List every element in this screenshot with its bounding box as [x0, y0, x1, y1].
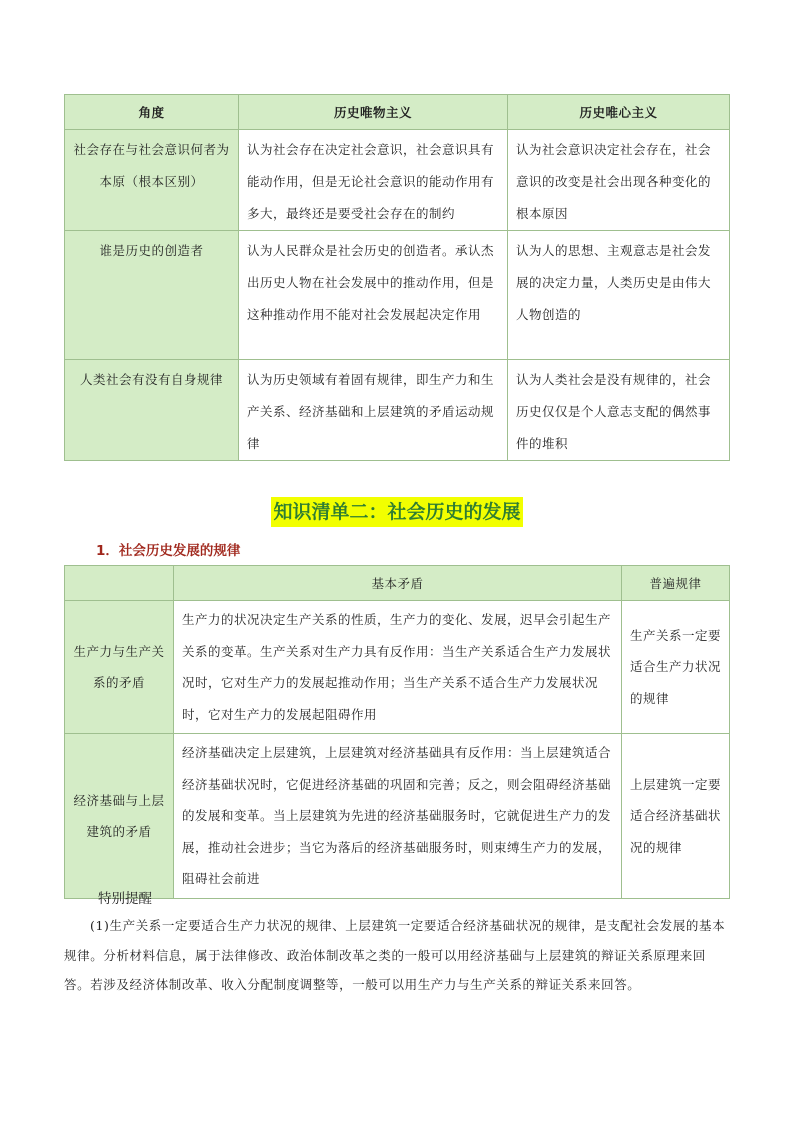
row-contradiction-name: 经济基础与上层建筑的矛盾	[65, 734, 174, 899]
table-header-row	[65, 566, 730, 601]
table-row	[65, 130, 730, 231]
row-materialism: 认为人民群众是社会历史的创造者。承认杰出历史人物在社会发展中的推动作用，但是这种推动作用不能对社会发展起决定作用	[239, 231, 508, 360]
table-row	[65, 231, 730, 360]
header-basic-contradiction: 基本矛盾	[174, 566, 622, 601]
row-contradiction-name: 生产力与生产关系的矛盾	[65, 601, 174, 734]
row-law: 上层建筑一定要适合经济基础状况的规律	[622, 734, 730, 899]
row-idealism: 认为社会意识决定社会存在，社会意识的改变是社会出现各种变化的根本原因	[508, 130, 730, 231]
header-blank	[65, 566, 174, 601]
header-angle: 角度	[65, 95, 239, 130]
row-materialism: 认为社会存在决定社会意识，社会意识具有能动作用，但是无论社会意识的能动作用有多大，最终还是要受社会存在的制约	[239, 130, 508, 231]
row-contradiction-content: 生产力的状况决定生产关系的性质，生产力的变化、发展，迟早会引起生产关系的变革。生产关系对生产力具有反作用：当生产关系适合生产力发展状况时，它对生产力的发展起推动作用；当生产关系不适合生产力发展状况时，它对生产力的发展起阻碍作用	[174, 601, 622, 734]
header-materialism: 历史唯物主义	[239, 95, 508, 130]
note-title: 特别提醒	[98, 891, 152, 907]
section-title-wrap	[0, 497, 794, 527]
row-angle: 人类社会有没有自身规律	[65, 360, 239, 461]
table-header-row	[65, 95, 730, 130]
header-idealism: 历史唯心主义	[508, 95, 730, 130]
note-body: (1)生产关系一定要适合生产力状况的规律、上层建筑一定要适合经济基础状况的规律，是支配社会发展的基本规律。分析材料信息，属于法律修改、政治体制改革之类的一般可以用经济基础与上层建筑的辩证关系原理来回答。若涉及经济体制改革、收入分配制度调整等，一般可以用生产力与生产关系的辩证关系来回答。	[64, 918, 726, 992]
header-universal-law: 普遍规律	[622, 566, 730, 601]
section-title: 知识清单二：社会历史的发展	[271, 497, 522, 527]
row-contradiction-content: 经济基础决定上层建筑，上层建筑对经济基础具有反作用：当上层建筑适合经济基础状况时，它促进经济基础的巩固和完善；反之，则会阻碍经济基础的发展和变革。当上层建筑为先进的经济基础服务时，它就促进生产力的发展，推动社会进步；当它为落后的经济基础服务时，则束缚生产力的发展，阻碍社会前进	[174, 734, 622, 899]
sub-heading: 1．社会历史发展的规律	[96, 543, 241, 559]
row-idealism: 认为人的思想、主观意志是社会发展的决定力量，人类历史是由伟大人物创造的	[508, 231, 730, 360]
row-idealism: 认为人类社会是没有规律的，社会历史仅仅是个人意志支配的偶然事件的堆积	[508, 360, 730, 461]
row-law: 生产关系一定要适合生产力状况的规律	[622, 601, 730, 734]
row-materialism: 认为历史领域有着固有规律，即生产力和生产关系、经济基础和上层建筑的矛盾运动规律	[239, 360, 508, 461]
table-row	[65, 601, 730, 734]
table-row	[65, 734, 730, 899]
row-angle: 谁是历史的创造者	[65, 231, 239, 360]
row-angle: 社会存在与社会意识何者为本原（根本区别）	[65, 130, 239, 231]
table-row	[65, 360, 730, 461]
social-law-table	[64, 565, 730, 899]
materialism-idealism-table	[64, 94, 730, 461]
